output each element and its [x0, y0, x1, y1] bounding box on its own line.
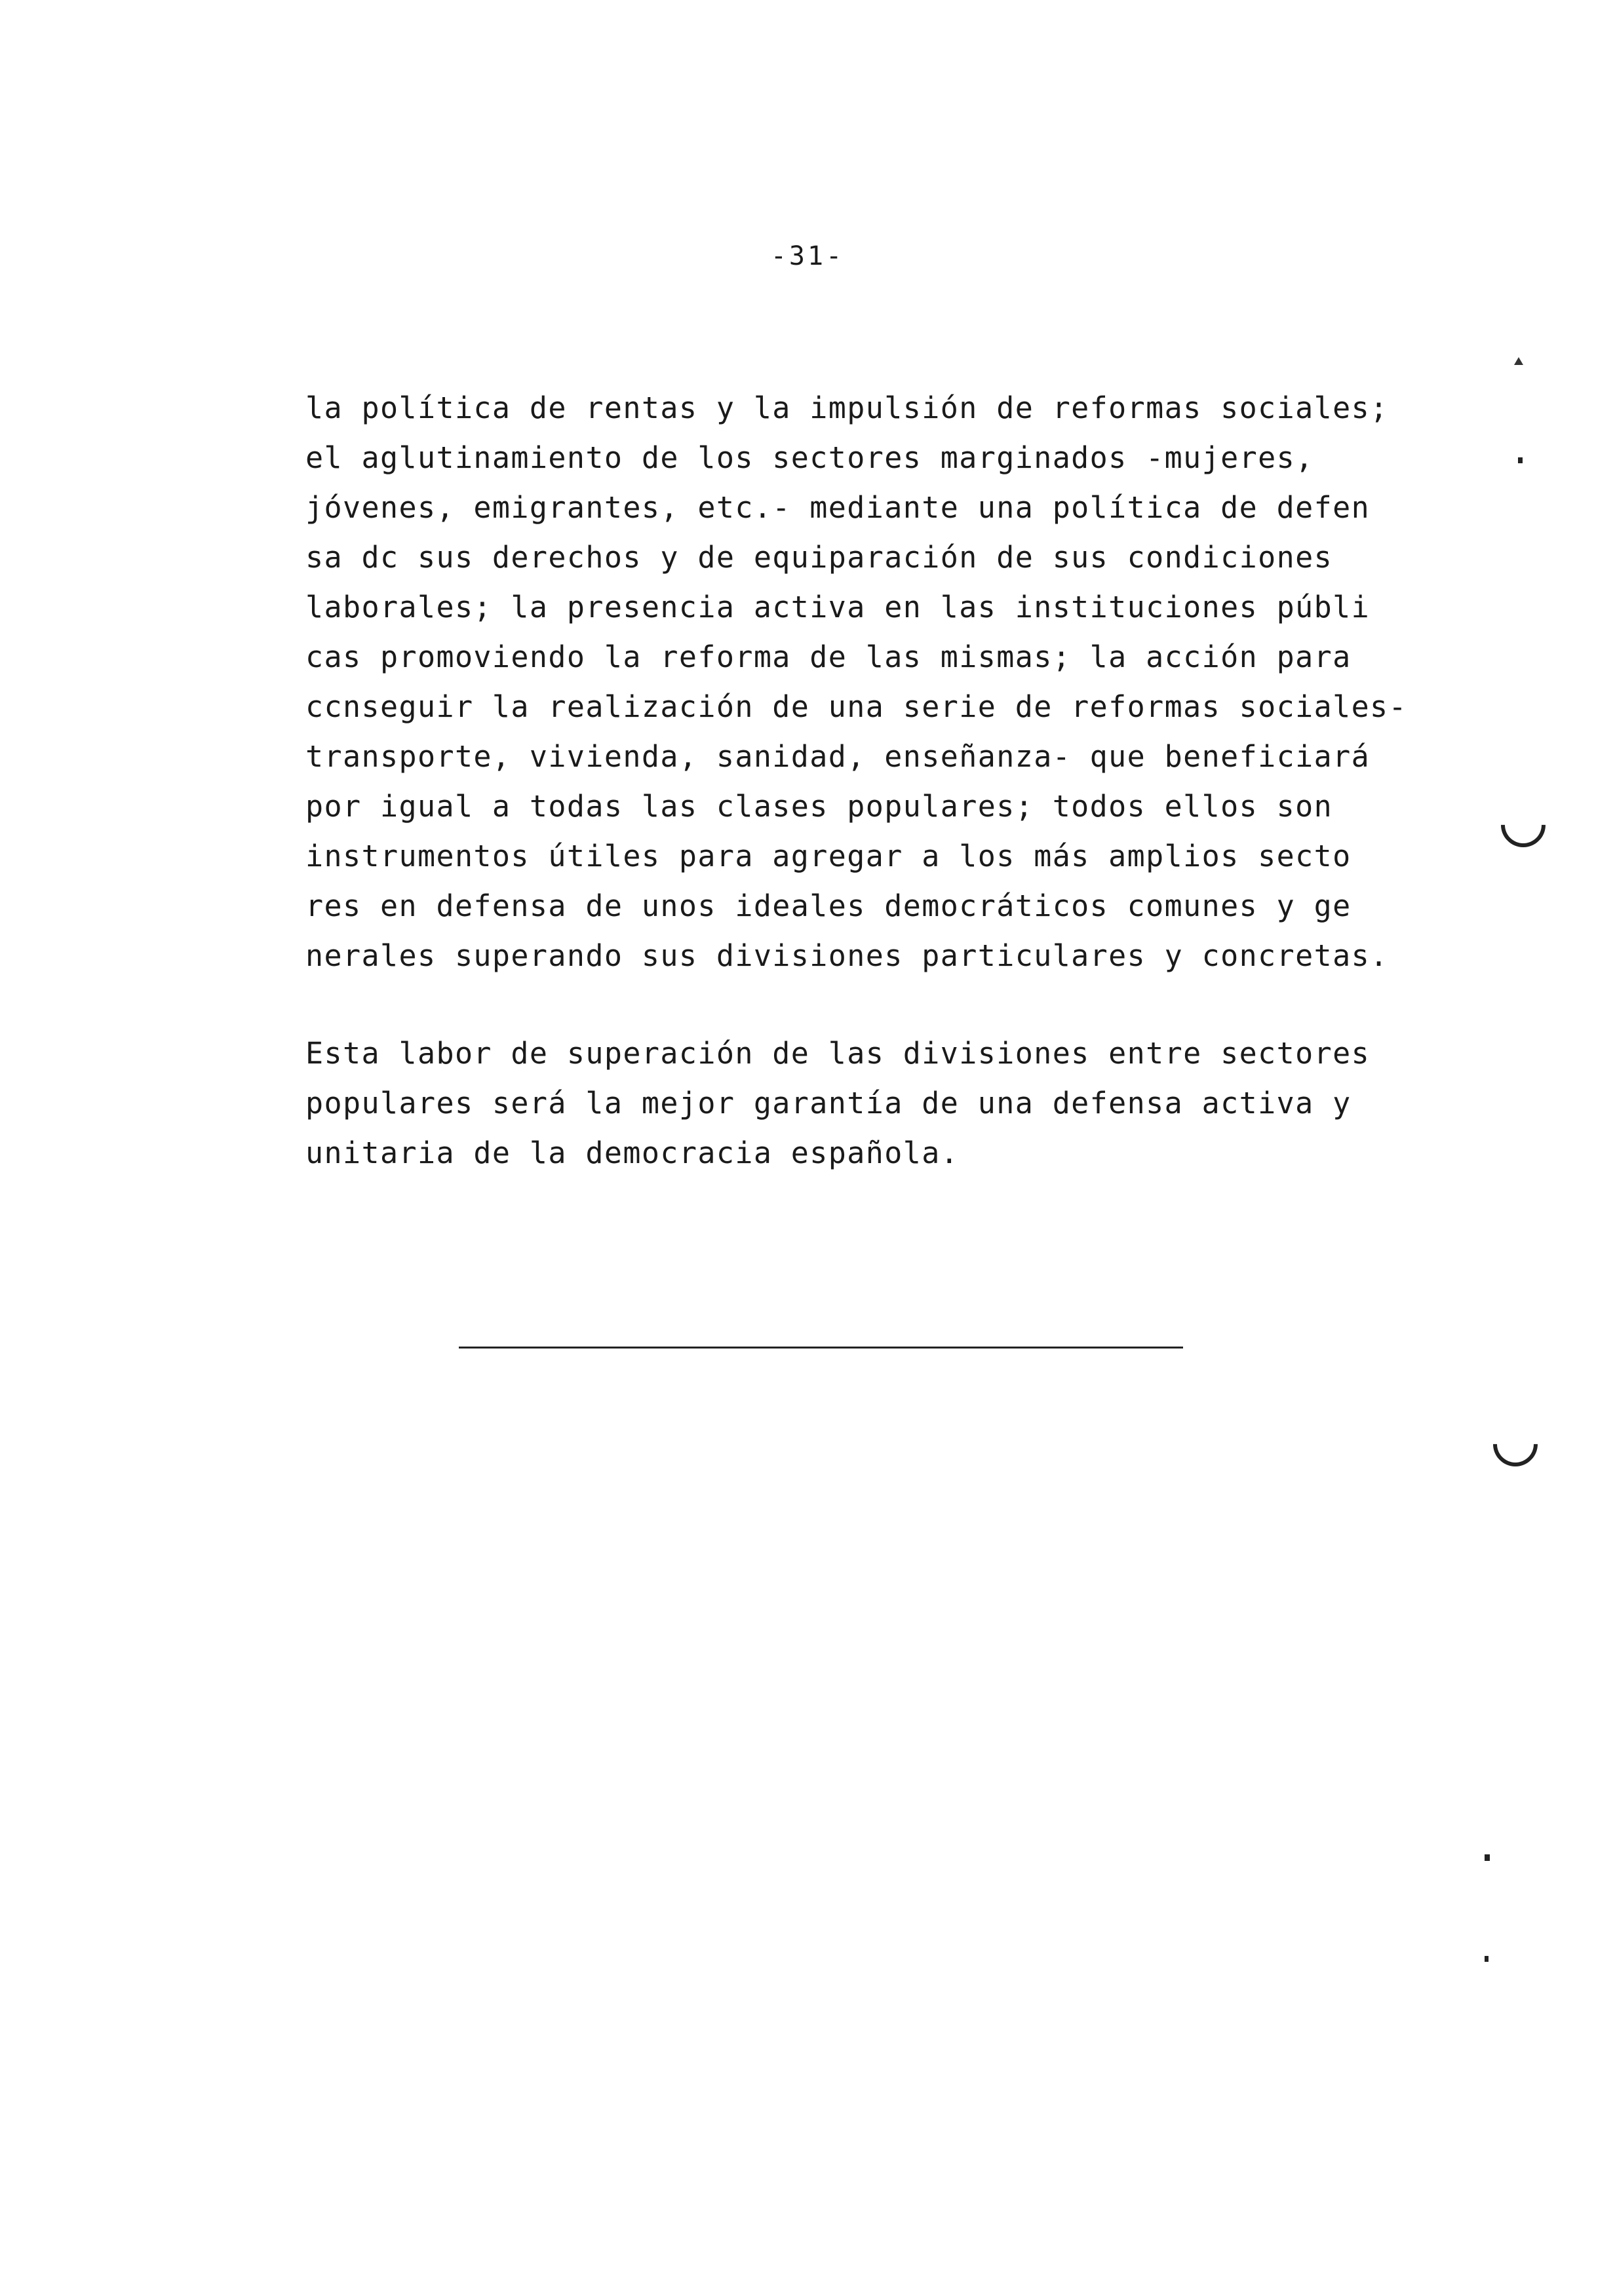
text-line: unitaria de la democracia española. — [305, 1136, 960, 1170]
text-line: nerales superando sus divisiones particulares y concretas. — [305, 938, 1389, 973]
margin-curve — [1492, 794, 1555, 856]
text-line: por igual a todas las clases populares; todos ellos son — [305, 789, 1333, 824]
text-line: transporte, vivienda, sanidad, enseñanza- que beneficiará — [305, 739, 1371, 774]
body-paragraph-2 — [305, 1029, 1498, 1178]
body-paragraph-1 — [305, 383, 1498, 981]
text-line: laborales; la presencia activa en las instituciones públi — [305, 590, 1371, 624]
text-line: ccnseguir la realización de una serie de reformas sociales- — [305, 689, 1408, 724]
margin-mark — [1514, 357, 1523, 365]
margin-dot — [1485, 1956, 1489, 1962]
text-line: res en defensa de unos ideales democráticos comunes y ge — [305, 889, 1352, 923]
text-line: el aglutinamiento de los sectores marginados -mujeres, — [305, 440, 1314, 475]
text-line: la política de rentas y la impulsión de reformas sociales; — [305, 391, 1389, 425]
margin-dot — [1485, 1854, 1490, 1861]
text-line: sa dc sus derechos y de equiparación de sus condiciones — [305, 540, 1333, 575]
text-line: instrumentos útiles para agregar a los más amplios secto — [305, 839, 1352, 873]
text-line: Esta labor de superación de las divisiones entre sectores — [305, 1036, 1371, 1071]
page-number: -31- — [770, 241, 845, 271]
text-line: cas promoviendo la reforma de las mismas; la acción para — [305, 640, 1352, 674]
section-rule — [459, 1347, 1183, 1349]
margin-curve — [1484, 1413, 1547, 1476]
text-line: jóvenes, emigrantes, etc.- mediante una política de defen — [305, 490, 1371, 525]
text-line: populares será la mejor garantía de una defensa activa y — [305, 1086, 1352, 1120]
margin-dot — [1518, 457, 1523, 463]
